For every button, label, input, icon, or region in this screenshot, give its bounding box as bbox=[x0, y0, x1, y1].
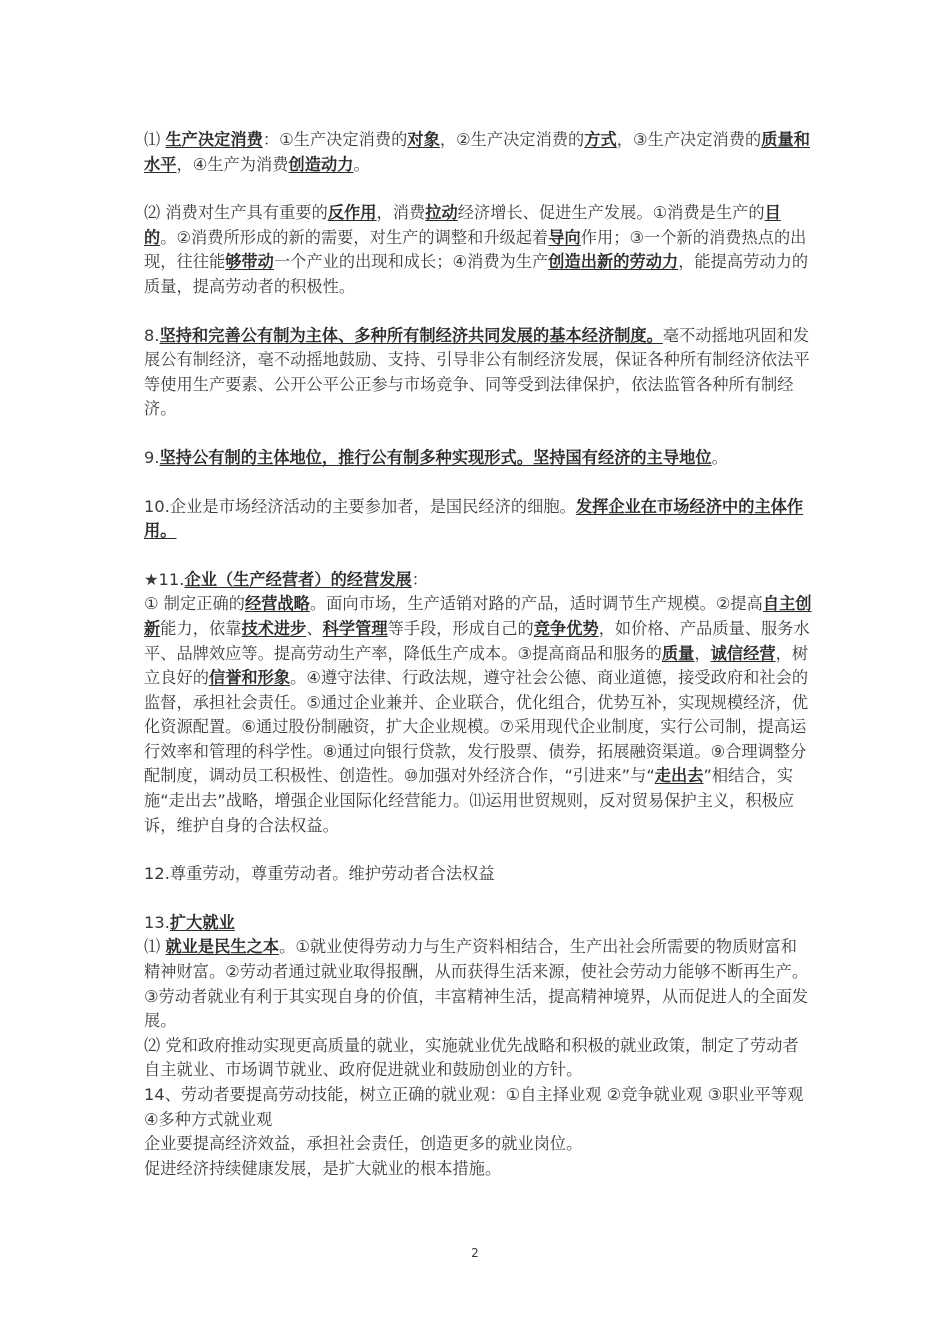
text-run: ，如价格、产品质量、服务水平、品牌效应等。提高劳动生产率，降低生产成本。③提高商品和服务的 bbox=[144, 618, 810, 663]
text-run: 能力，依靠 bbox=[160, 618, 242, 638]
text-run: 13. bbox=[144, 912, 170, 932]
emphasized-term: 诚信经营 bbox=[710, 643, 776, 663]
text-run: 。面向市场，生产适销对路的产品，适时调节生产规模。②提高 bbox=[309, 594, 763, 614]
emphasized-term: 质量 bbox=[661, 643, 695, 663]
paragraph bbox=[144, 446, 812, 471]
emphasized-term: 扩大就业 bbox=[169, 912, 235, 932]
paragraph bbox=[144, 935, 812, 1033]
text-run: ★11. bbox=[144, 569, 185, 589]
text-run: 经济增长、促进生产发展。①消费是生产的 bbox=[457, 203, 765, 223]
text-run: 企业要提高经济效益，承担社会责任，创造更多的就业岗位。 bbox=[144, 1134, 583, 1154]
text-run: 。 bbox=[353, 154, 370, 174]
text-run: 10.企业是市场经济活动的主要参加者，是国民经济的细胞。 bbox=[144, 496, 576, 516]
emphasized-term: 自主创新 bbox=[144, 594, 812, 638]
text-run: ，能提高劳动力的质量，提高劳动者的积极性。 bbox=[144, 252, 809, 296]
emphasized-term: 经营战略 bbox=[244, 594, 310, 614]
paragraph bbox=[144, 911, 812, 936]
emphasized-term: 创造动力 bbox=[288, 154, 354, 174]
text-run: 作用；③一个新的消费热点的出现，往往能 bbox=[144, 227, 807, 272]
emphasized-term: 技术进步 bbox=[241, 618, 307, 638]
emphasized-term: 信誉和形象 bbox=[208, 668, 291, 688]
emphasized-term: 走出去 bbox=[654, 766, 704, 786]
text-run: ，②生产决定消费的 bbox=[439, 130, 585, 149]
text-run: ，树立良好的 bbox=[144, 643, 809, 688]
text-run: 促进经济持续健康发展，是扩大就业的根本措施。 bbox=[144, 1158, 502, 1178]
document-body bbox=[144, 128, 812, 1181]
text-run: 14、劳动者要提高劳动技能，树立正确的就业观：①自主择业观 ②竞争就业观 ③职业平等观 ④多种方式就业观 bbox=[144, 1085, 804, 1129]
emphasized-term: 质量和水平 bbox=[144, 130, 810, 174]
paragraph-spacer bbox=[144, 422, 812, 446]
emphasized-term: 方式 bbox=[584, 130, 617, 149]
text-run: 。①就业使得劳动力与生产资料相结合，生产出社会所需要的物质财富和精神财富。②劳动者通过就业取得报酬，从而获得生活来源，使社会劳动力能够不断再生产。③劳动者就业有利于其实现自身的价值，丰富精神生活，提高精神境界，从而促进人的全面发展。 bbox=[144, 937, 809, 1031]
emphasized-term: 就业是民生之本 bbox=[165, 937, 280, 957]
text-run: 。 bbox=[711, 447, 728, 467]
text-run: 一个产业的出现和成长；④消费为生产 bbox=[273, 252, 549, 272]
paragraph bbox=[144, 201, 812, 299]
paragraph-spacer bbox=[144, 471, 812, 495]
text-run: ，③生产决定消费的 bbox=[616, 130, 762, 149]
paragraph bbox=[144, 128, 812, 177]
text-run: ⑵ 党和政府推动实现更高质量的就业，实施就业优先战略和积极的就业政策，制定了劳动者自主就业、市场调节就业、政府促进就业和鼓励创业的方针。 bbox=[144, 1035, 799, 1080]
text-run: 、 bbox=[306, 618, 323, 638]
paragraph bbox=[144, 592, 812, 838]
paragraph bbox=[144, 1034, 812, 1083]
emphasized-term: 坚持公有制的主体地位，推行公有制多种实现形式。坚持国有经济的主导地位 bbox=[159, 447, 712, 467]
text-run: ， bbox=[694, 643, 711, 663]
text-run: 。②消费所形成的新的需要，对生产的调整和升级起着 bbox=[160, 227, 549, 247]
text-run: 毫不动摇地巩固和发展公有制经济，毫不动摇地鼓励、支持、引导非公有制经济发展，保证各种所有制经济依法平等使用生产要素、公开公平公正参与市场竞争、同等受到法律保护，依法监管各种所有制经济。 bbox=[144, 325, 810, 419]
text-run: ① 制定正确的 bbox=[144, 594, 245, 614]
text-run: 等手段，形成自己的 bbox=[387, 618, 534, 638]
text-run: ：①生产决定消费的 bbox=[262, 130, 408, 149]
paragraph bbox=[144, 1132, 812, 1157]
paragraph bbox=[144, 324, 812, 422]
emphasized-term: 生产决定消费 bbox=[165, 130, 263, 149]
paragraph bbox=[144, 1157, 812, 1182]
emphasized-term: 发挥企业在市场经济中的主体作用。 bbox=[144, 496, 804, 541]
emphasized-term: 导向 bbox=[548, 227, 581, 247]
text-run: ，④生产为消费 bbox=[176, 154, 289, 174]
text-run: ⑴ bbox=[144, 130, 166, 149]
paragraph-spacer bbox=[144, 177, 812, 201]
page-number: 2 bbox=[471, 1246, 479, 1260]
emphasized-term: 目的 bbox=[144, 203, 781, 247]
emphasized-term: 拉动 bbox=[425, 203, 458, 223]
paragraph-spacer bbox=[144, 838, 812, 862]
paragraph-spacer bbox=[144, 544, 812, 568]
emphasized-term: 够带动 bbox=[225, 252, 274, 272]
paragraph bbox=[144, 495, 812, 544]
emphasized-term: 坚持和完善公有制为主体、多种所有制经济共同发展的基本经济制度。 bbox=[159, 325, 663, 345]
emphasized-term: 竞争优势 bbox=[533, 618, 599, 638]
text-run: 12.尊重劳动，尊重劳动者。维护劳动者合法权益 bbox=[144, 864, 495, 884]
text-run: ： bbox=[411, 569, 429, 589]
paragraph bbox=[144, 568, 812, 593]
text-run: 。④遵守法律、行政法规，遵守社会公德、商业道德，接受政府和社会的监督，承担社会责任。⑤通过企业兼并、企业联合，优化组合，优势互补，实现规模经济，优化资源配置。⑥通过股份制融资，扩大企业规模。⑦采用现代企业制度，实行公司制，提高运行效率和管理的科学性。⑧通过向银行贷款，发行股票、债券，拓展融资渠道。⑨合理调整分配制度，调动员工积极性、创造性。⑩加强对外经济合作，“引进来”与“ bbox=[144, 668, 809, 786]
paragraph bbox=[144, 862, 812, 887]
paragraph bbox=[144, 1083, 812, 1132]
text-run: ，消费 bbox=[376, 203, 426, 223]
paragraph-spacer bbox=[144, 887, 812, 911]
text-run: ⑵ 消费对生产具有重要的 bbox=[144, 203, 328, 223]
emphasized-term: 科学管理 bbox=[322, 618, 388, 638]
emphasized-term: 创造出新的劳动力 bbox=[548, 252, 679, 272]
text-run: ”相结合，实施“走出去”战略，增强企业国际化经营能力。⑾运用世贸规则，反对贸易保护主义，积极应诉，维护自身的合法权益。 bbox=[144, 766, 795, 835]
text-run: 9. bbox=[144, 447, 160, 467]
emphasized-term: 对象 bbox=[407, 130, 440, 149]
emphasized-term: 反作用 bbox=[327, 203, 377, 223]
emphasized-term: 企业（生产经营者）的经营发展 bbox=[184, 569, 412, 589]
text-run: ⑴ bbox=[144, 937, 166, 957]
paragraph-spacer bbox=[144, 300, 812, 324]
text-run: 8. bbox=[144, 325, 160, 345]
